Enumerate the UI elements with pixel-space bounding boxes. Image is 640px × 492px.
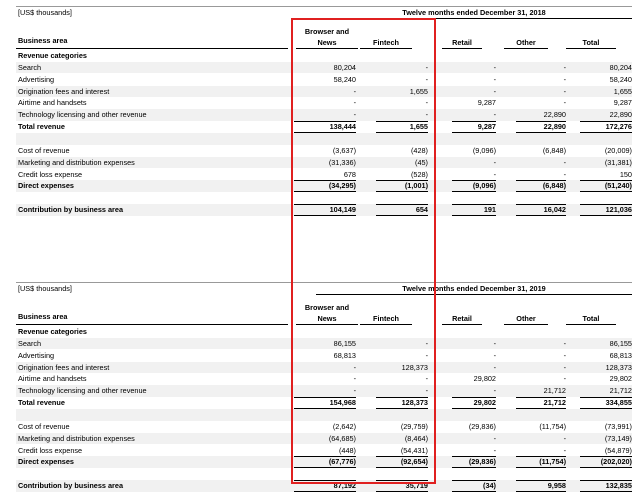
row-label: Total revenue xyxy=(18,398,65,408)
row-label: Revenue categories xyxy=(18,327,87,336)
table-cell: - xyxy=(493,62,496,72)
table-cell: - xyxy=(353,362,356,372)
column-header: Total xyxy=(566,298,616,325)
table-cell: (31,336) xyxy=(328,157,356,167)
table-cell: (6,848) xyxy=(516,180,566,192)
table-cell: (2,642) xyxy=(332,421,356,431)
table-cell: 58,240 xyxy=(609,74,632,84)
table-cell: - xyxy=(493,350,496,360)
table-cell: (528) xyxy=(410,169,428,179)
row-label: Advertising xyxy=(18,350,55,360)
table-cell: (67,776) xyxy=(294,456,356,468)
table-cell: 191 xyxy=(452,204,496,216)
table-cell: - xyxy=(493,386,496,396)
row-label: Direct expenses xyxy=(18,457,74,467)
column-header: Browser and News xyxy=(296,22,358,49)
table-cell: 68,813 xyxy=(333,350,356,360)
table-cell: (51,240) xyxy=(580,180,632,192)
table-cell: (11,754) xyxy=(539,421,566,431)
table-cell: 138,444 xyxy=(294,121,356,133)
table-cell: - xyxy=(493,169,496,179)
unit-label: [US$ thousands] xyxy=(18,8,72,17)
table-cell: 9,287 xyxy=(452,121,496,133)
table-cell: - xyxy=(493,433,496,443)
table-cell: - xyxy=(563,362,566,372)
row-label: Technology licensing and other revenue xyxy=(18,110,147,120)
column-header: Other xyxy=(504,298,548,325)
row-label: Search xyxy=(18,338,42,348)
row-label: Search xyxy=(18,62,42,72)
table-cell: 1,655 xyxy=(409,86,428,96)
table-cell: - xyxy=(425,386,428,396)
table-cell: (34,295) xyxy=(294,180,356,192)
table-cell: 1,655 xyxy=(613,86,632,96)
row-label: Direct expenses xyxy=(18,181,74,191)
table-cell: - xyxy=(563,62,566,72)
table-cell: (45) xyxy=(415,157,428,167)
row-label: Contribution by business area xyxy=(18,481,124,491)
table-cell: - xyxy=(563,86,566,96)
table-cell: 121,036 xyxy=(580,204,632,216)
table-cell: - xyxy=(493,157,496,167)
table-cell: (29,759) xyxy=(400,421,428,431)
table-cell: (6,848) xyxy=(542,145,566,155)
row-label: Revenue categories xyxy=(18,51,87,60)
table-cell: - xyxy=(563,445,566,455)
column-header: Fintech xyxy=(360,22,412,49)
table-cell: - xyxy=(563,157,566,167)
table-cell: - xyxy=(425,350,428,360)
table-cell: (11,754) xyxy=(516,456,566,468)
table-cell: (3,637) xyxy=(332,145,356,155)
table-cell: 104,149 xyxy=(294,204,356,216)
row-label: Airtime and handsets xyxy=(18,374,87,384)
row-header-rule xyxy=(16,48,288,49)
table-cell: 9,287 xyxy=(477,98,496,108)
table-cell: (54,879) xyxy=(604,445,632,455)
table-cell: 154,968 xyxy=(294,397,356,409)
row-label: Credit loss expense xyxy=(18,169,83,179)
row-label: Credit loss expense xyxy=(18,445,83,455)
table-cell: (64,685) xyxy=(328,433,356,443)
table-cell: 29,802 xyxy=(473,374,496,384)
row-label: Origination fees and interest xyxy=(18,86,110,96)
table-cell: - xyxy=(563,338,566,348)
table-cell: - xyxy=(353,374,356,384)
table-cell: - xyxy=(353,86,356,96)
row-label: Advertising xyxy=(18,74,55,84)
table-cell: - xyxy=(563,98,566,108)
row-label: Total revenue xyxy=(18,122,65,132)
table-cell: 132,835 xyxy=(580,480,632,492)
table-cell: 1,655 xyxy=(376,121,428,133)
row-label: Airtime and handsets xyxy=(18,98,87,108)
row-label: Contribution by business area xyxy=(18,205,124,215)
table-cell: 86,155 xyxy=(333,338,356,348)
table-cell: (73,149) xyxy=(604,433,632,443)
column-header: Total xyxy=(566,22,616,49)
table-cell: - xyxy=(425,62,428,72)
table-cell: 16,042 xyxy=(516,204,566,216)
column-header: Retail xyxy=(442,298,482,325)
table-cell: - xyxy=(425,374,428,384)
table-cell: - xyxy=(563,374,566,384)
period-header: Twelve months ended December 31, 2019 xyxy=(316,284,632,295)
highlight-box xyxy=(291,18,436,484)
table-cell: (92,654) xyxy=(376,456,428,468)
column-header: Other xyxy=(504,22,548,49)
table-cell: - xyxy=(493,74,496,84)
unit-label: [US$ thousands] xyxy=(18,284,72,293)
table-cell: - xyxy=(563,169,566,179)
table-cell: 128,373 xyxy=(376,397,428,409)
row-label: Technology licensing and other revenue xyxy=(18,386,147,396)
table-cell: - xyxy=(563,433,566,443)
table-cell: (9,096) xyxy=(452,180,496,192)
table-cell: (20,009) xyxy=(604,145,632,155)
table-cell: - xyxy=(493,362,496,372)
table-cell: (34) xyxy=(452,480,496,492)
row-label: Cost of revenue xyxy=(18,145,70,155)
table-cell: (202,020) xyxy=(580,456,632,468)
table-cell: (1,001) xyxy=(376,180,428,192)
table-cell: 678 xyxy=(343,169,356,179)
table-cell: 334,855 xyxy=(580,397,632,409)
table-cell: (9,096) xyxy=(472,145,496,155)
table-cell: (73,991) xyxy=(604,421,632,431)
row-label: Origination fees and interest xyxy=(18,362,110,372)
table-cell: (8,464) xyxy=(404,433,428,443)
period-header: Twelve months ended December 31, 2018 xyxy=(316,8,632,19)
table-cell: 80,204 xyxy=(333,62,356,72)
table-cell: (29,836) xyxy=(452,456,496,468)
table-cell: (54,431) xyxy=(400,445,428,455)
row-label: Marketing and distribution expenses xyxy=(18,157,135,167)
table-cell: 9,287 xyxy=(613,98,632,108)
table-cell: 22,890 xyxy=(543,110,566,120)
table-cell: - xyxy=(493,445,496,455)
table-cell: 654 xyxy=(376,204,428,216)
table-cell: 9,958 xyxy=(516,480,566,492)
column-header: Browser and News xyxy=(296,298,358,325)
table-cell: 29,802 xyxy=(609,374,632,384)
table-cell: 35,719 xyxy=(376,480,428,492)
table-cell: 58,240 xyxy=(333,74,356,84)
table-cell: 172,276 xyxy=(580,121,632,133)
table-cell: 21,712 xyxy=(609,386,632,396)
table-cell: 80,204 xyxy=(609,62,632,72)
table-cell: 68,813 xyxy=(609,350,632,360)
table-top-rule xyxy=(16,6,632,7)
table-cell: 86,155 xyxy=(609,338,632,348)
table-cell: 128,373 xyxy=(605,362,632,372)
table-cell: 87,192 xyxy=(294,480,356,492)
business-area-header: Business area xyxy=(18,312,68,321)
row-header-rule xyxy=(16,324,288,325)
table-cell: - xyxy=(425,74,428,84)
table-cell: - xyxy=(493,338,496,348)
table-cell: 128,373 xyxy=(401,362,428,372)
table-cell: (428) xyxy=(410,145,428,155)
table-cell: 29,802 xyxy=(452,397,496,409)
table-cell: - xyxy=(563,350,566,360)
table-cell: 21,712 xyxy=(543,386,566,396)
column-header: Fintech xyxy=(360,298,412,325)
table-cell: (29,836) xyxy=(468,421,496,431)
table-cell: 21,712 xyxy=(516,397,566,409)
table-cell: - xyxy=(493,110,496,120)
table-cell: - xyxy=(353,98,356,108)
table-cell: 150 xyxy=(619,169,632,179)
table-cell: (448) xyxy=(338,445,356,455)
table-cell: - xyxy=(563,74,566,84)
business-area-header: Business area xyxy=(18,36,68,45)
table-cell: - xyxy=(353,110,356,120)
table-cell: - xyxy=(493,86,496,96)
table-cell: (31,381) xyxy=(604,157,632,167)
table-cell: - xyxy=(425,338,428,348)
column-header: Retail xyxy=(442,22,482,49)
table-cell: 22,890 xyxy=(609,110,632,120)
table-cell: - xyxy=(425,110,428,120)
table-cell: 22,890 xyxy=(516,121,566,133)
row-label: Marketing and distribution expenses xyxy=(18,433,135,443)
row-label: Cost of revenue xyxy=(18,421,70,431)
table-cell: - xyxy=(425,98,428,108)
table-cell: - xyxy=(353,386,356,396)
